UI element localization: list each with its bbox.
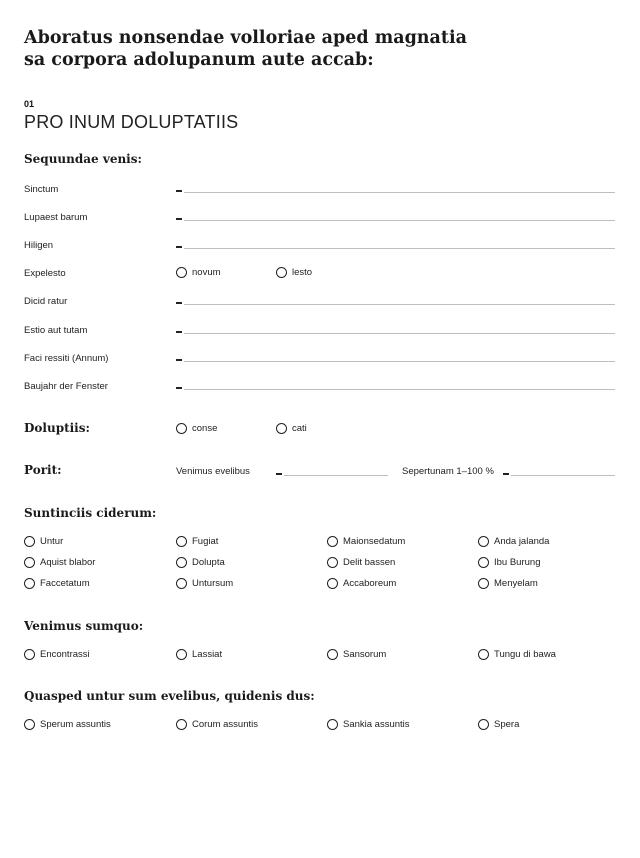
- checkbox-option[interactable]: [327, 578, 396, 589]
- field-label-sepertunam: Sepertunam 1–100 %: [402, 466, 494, 477]
- field-marker: [176, 387, 182, 389]
- checkbox-option[interactable]: [478, 557, 540, 568]
- checkbox-option[interactable]: [176, 578, 233, 589]
- field-label-baujahr: Baujahr der Fenster: [24, 381, 108, 392]
- option-label: Untur: [40, 536, 64, 547]
- field-input-hiligen[interactable]: [184, 248, 615, 249]
- radio-circle-icon[interactable]: [24, 557, 35, 568]
- field-label-expelesto: Expelesto: [24, 268, 66, 279]
- option-label: Accaboreum: [343, 578, 397, 589]
- radio-option[interactable]: [327, 719, 410, 730]
- group-title-porit: Porit:: [24, 463, 62, 477]
- group-title-suntinciis: Suntinciis ciderum:: [24, 506, 157, 520]
- section-number: 01: [24, 99, 35, 109]
- option-label: Ibu Burung: [494, 557, 541, 568]
- radio-label: lesto: [292, 267, 313, 278]
- radio-option[interactable]: [176, 649, 222, 660]
- field-input-lupaest-barum[interactable]: [184, 220, 615, 221]
- field-label-lupaest-barum: Lupaest barum: [24, 212, 88, 223]
- field-label-dicid-ratur: Dicid ratur: [24, 296, 68, 307]
- radio-circle-icon[interactable]: [176, 719, 187, 730]
- field-label-faci-ressiti: Faci ressiti (Annum): [24, 353, 109, 364]
- radio-option-conse[interactable]: [176, 423, 217, 434]
- radio-circle-icon[interactable]: [327, 557, 338, 568]
- checkbox-option[interactable]: [176, 557, 225, 568]
- checkbox-option[interactable]: [24, 578, 90, 589]
- radio-circle-icon[interactable]: [478, 578, 489, 589]
- radio-circle-icon[interactable]: [276, 267, 287, 278]
- field-label-sinctum: Sinctum: [24, 184, 59, 195]
- option-label: Tungu di bawa: [494, 649, 556, 660]
- radio-circle-icon[interactable]: [176, 536, 187, 547]
- radio-option[interactable]: [327, 649, 386, 660]
- option-label: Lassiat: [192, 649, 223, 660]
- radio-circle-icon[interactable]: [478, 536, 489, 547]
- field-input-estio-aut-tutam[interactable]: [184, 333, 615, 334]
- radio-circle-icon[interactable]: [24, 649, 35, 660]
- radio-circle-icon[interactable]: [478, 649, 489, 660]
- option-label: Dolupta: [192, 557, 225, 568]
- group-title-sequundae: Sequundae venis:: [24, 152, 142, 166]
- option-label: Untursum: [192, 578, 234, 589]
- radio-circle-icon[interactable]: [327, 719, 338, 730]
- radio-option-cati[interactable]: [276, 423, 307, 434]
- radio-circle-icon[interactable]: [24, 578, 35, 589]
- checkbox-option[interactable]: [327, 557, 395, 568]
- radio-label: conse: [192, 423, 218, 434]
- checkbox-option[interactable]: [176, 536, 218, 547]
- option-label: Encontrassi: [40, 649, 90, 660]
- field-input-venimus-evelibus[interactable]: [284, 475, 388, 476]
- field-marker: [276, 473, 282, 475]
- radio-circle-icon[interactable]: [176, 649, 187, 660]
- radio-circle-icon[interactable]: [478, 719, 489, 730]
- radio-label: novum: [192, 267, 221, 278]
- radio-option-lesto[interactable]: [276, 267, 312, 278]
- group-title-venimus: Venimus sumquo:: [24, 619, 144, 633]
- option-label: Corum assuntis: [192, 719, 258, 730]
- checkbox-option[interactable]: [24, 536, 63, 547]
- field-label-venimus-evelibus: Venimus evelibus: [176, 466, 250, 477]
- option-label: Aquist blabor: [40, 557, 96, 568]
- field-input-sinctum[interactable]: [184, 192, 615, 193]
- field-marker: [176, 331, 182, 333]
- option-label: Spera: [494, 719, 520, 730]
- option-label: Delit bassen: [343, 557, 396, 568]
- group-title-quasped: Quasped untur sum evelibus, quidenis dus:: [24, 689, 315, 703]
- radio-label: cati: [292, 423, 307, 434]
- radio-circle-icon[interactable]: [176, 557, 187, 568]
- option-label: Anda jalanda: [494, 536, 550, 547]
- option-label: Sansorum: [343, 649, 387, 660]
- option-label: Maionsedatum: [343, 536, 406, 547]
- field-label-hiligen: Hiligen: [24, 240, 54, 251]
- option-label: Fugiat: [192, 536, 219, 547]
- option-label: Faccetatum: [40, 578, 90, 589]
- radio-circle-icon[interactable]: [176, 423, 187, 434]
- option-label: Menyelam: [494, 578, 538, 589]
- field-marker: [176, 302, 182, 304]
- radio-circle-icon[interactable]: [327, 578, 338, 589]
- group-title-doluptiis: Doluptiis:: [24, 421, 90, 435]
- radio-circle-icon[interactable]: [478, 557, 489, 568]
- field-marker: [176, 246, 182, 248]
- section-title: PRO INUM DOLUPTATIIS: [24, 112, 239, 132]
- radio-option[interactable]: [24, 649, 90, 660]
- field-label-estio-aut-tutam: Estio aut tutam: [24, 325, 88, 336]
- field-input-sepertunam[interactable]: [511, 475, 615, 476]
- field-input-baujahr[interactable]: [184, 389, 615, 390]
- radio-circle-icon[interactable]: [327, 536, 338, 547]
- radio-circle-icon[interactable]: [24, 536, 35, 547]
- field-marker: [503, 473, 509, 475]
- field-marker: [176, 190, 182, 192]
- option-label: Sankia assuntis: [343, 719, 410, 730]
- radio-option-novum[interactable]: [176, 267, 221, 278]
- radio-circle-icon[interactable]: [276, 423, 287, 434]
- field-input-dicid-ratur[interactable]: [184, 304, 615, 305]
- radio-circle-icon[interactable]: [327, 649, 338, 660]
- field-input-faci-ressiti[interactable]: [184, 361, 615, 362]
- checkbox-option[interactable]: [327, 536, 405, 547]
- radio-circle-icon[interactable]: [176, 267, 187, 278]
- checkbox-option[interactable]: [24, 557, 95, 568]
- checkbox-option[interactable]: [478, 536, 549, 547]
- option-label: Sperum assuntis: [40, 719, 111, 730]
- radio-option[interactable]: [176, 719, 258, 730]
- checkbox-option[interactable]: [478, 578, 538, 589]
- radio-circle-icon[interactable]: [24, 719, 35, 730]
- field-marker: [176, 218, 182, 220]
- radio-circle-icon[interactable]: [176, 578, 187, 589]
- page-heading: Aboratus nonsendae volloriae aped magnatia sa corpora adolupanum aute accab:: [24, 28, 467, 70]
- radio-option[interactable]: [478, 649, 556, 660]
- field-marker: [176, 359, 182, 361]
- radio-option[interactable]: [478, 719, 519, 730]
- radio-option[interactable]: [24, 719, 111, 730]
